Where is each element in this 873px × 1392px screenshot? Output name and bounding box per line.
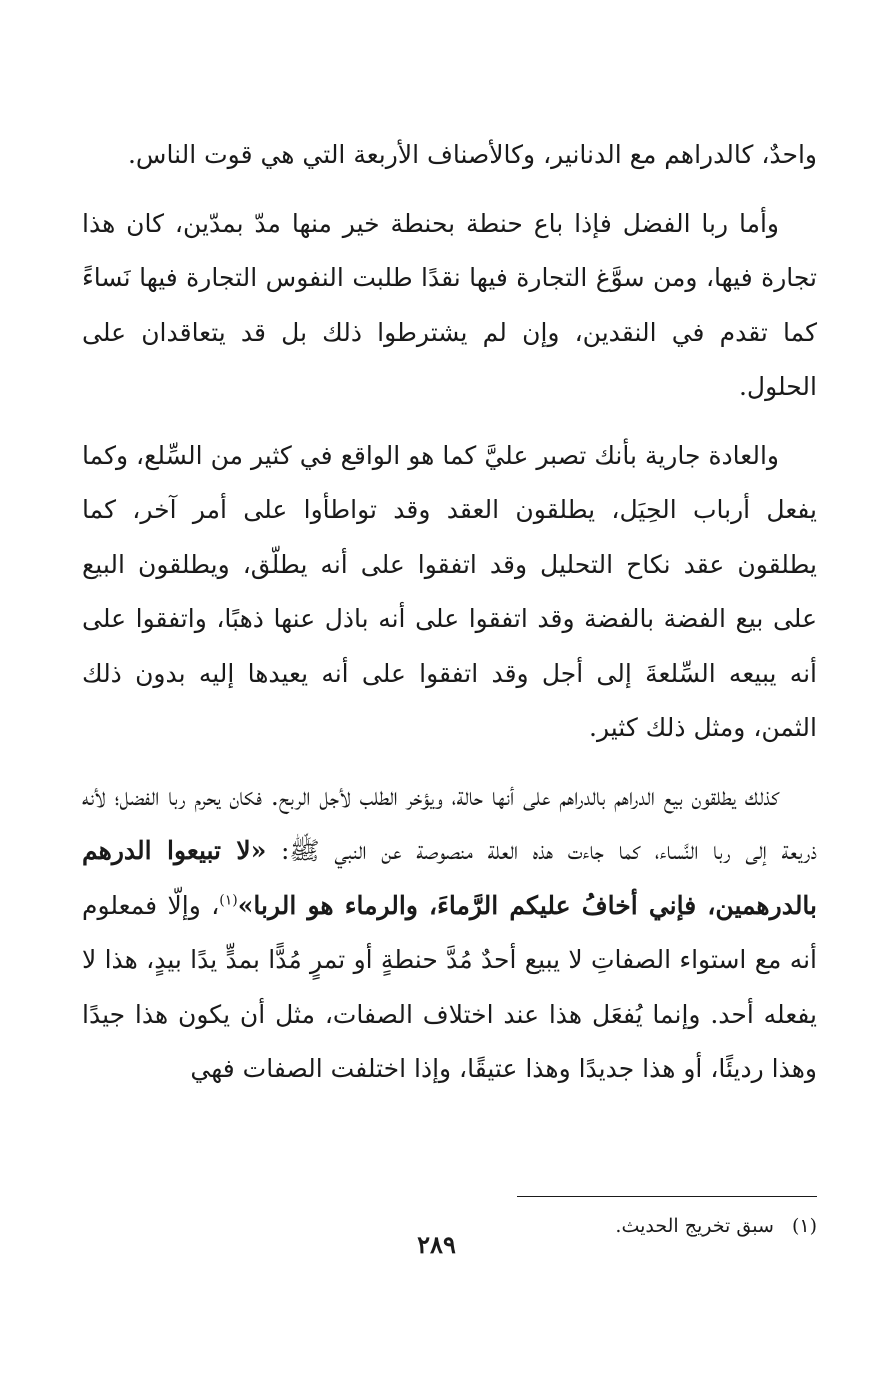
footnote-number: (١): [791, 1215, 817, 1237]
footnote-text: سبق تخريج الحديث.: [615, 1215, 774, 1237]
hadith-quote: «لا تبيعوا الدرهم بالدرهمين، فإني أخافُ عليكم الرَّماءَ، والرماء هو الربا»: [82, 836, 818, 920]
paragraph-3: [82, 429, 817, 756]
paragraph-2: [82, 197, 817, 415]
page-number: ٢٨٩: [417, 1230, 456, 1259]
paragraph-4: [82, 770, 817, 1097]
footnote-reference[interactable]: (١): [219, 892, 238, 909]
footnote-divider: [517, 1196, 817, 1197]
paragraph-3-text: والعادة جارية بأنك تصبر عليَّ كما هو الواقع في كثير من السِّلع، وكما يفعل أرباب الحِيَل، يطلقون العقد وقد تواطأوا على أمر آخر، كما يطلقون عقد نكاح التحليل وقد اتفقوا على أنه يطلّق، ويطلقون البيع على بيع الفضة بالفضة وقد اتفقوا على أنه باذل عنها ذهبًا، واتفقوا على أنه يبيعه السِّلعةَ إلى أجل وقد اتفقوا على أنه يعيدها إليه بدون ذلك الثمن، ومثل ذلك كثير.: [82, 440, 817, 742]
page-body: [82, 128, 817, 1111]
paragraph-1: [82, 128, 817, 183]
paragraph-1-text: واحدٌ، كالدراهم مع الدنانير، وكالأصناف الأربعة التي هي قوت الناس.: [127, 140, 817, 169]
paragraph-2-text: وأما ربا الفضل فإذا باع حنطة بحنطة خير منها مدّ بمدّين، كان هذا تجارة فيها، ومن سوَّغ التجارة فيها نقدًا طلبت النفوس التجارة فيها نَساءً كما تقدم في النقدين، وإن لم يشترطوا ذلك بل قد يتعاقدان على الحلول.: [82, 208, 817, 401]
paragraph-4-text-a: كذلك يطلقون بيع الدراهم بالدراهم على أنها حالة، ويؤخر الطلب لأجل الربح. فكان يحرم ربا الفضل؛ لأنه ذريعة إلى ربا النَّساء، كما جاءت هذه العلة منصوصة عن النبي ﷺ:: [82, 781, 817, 865]
paragraph-4-text-b: ، وإلّا فمعلوم أنه مع استواء الصفاتِ لا يبيع أحدٌ مُدَّ حنطةٍ أو تمرٍ مُدًّا بمدٍّ يدًا بيدٍ، هذا لا يفعله أحد. وإنما يُفعَل هذا عند اختلاف الصفات، مثل أن يكون هذا جيدًا وهذا رديئًا، أو هذا جديدًا وهذا عتيقًا، وإذا اختلفت الصفات فهي: [82, 890, 817, 1083]
